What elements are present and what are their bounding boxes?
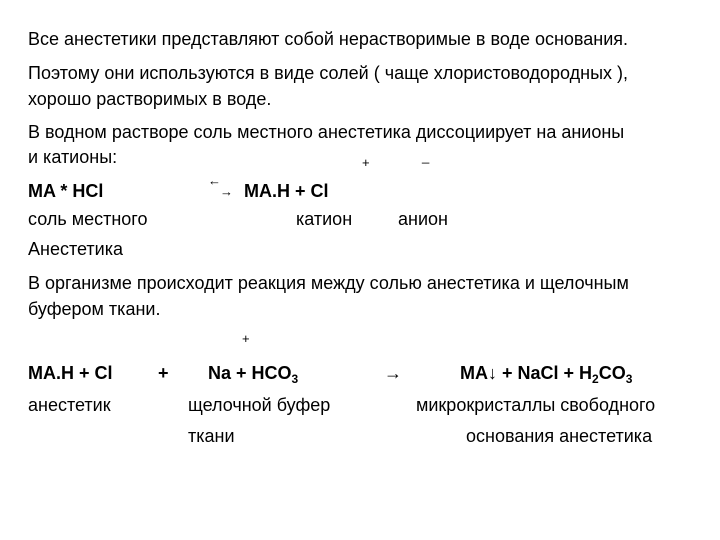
anion-charge-minus: _ (422, 149, 430, 164)
reaction-arrow: → (384, 363, 402, 383)
label-buffer: щелочной буфер (188, 395, 331, 415)
sodium-charge-plus: + (242, 331, 250, 346)
label-salt-2: Анестетика (28, 239, 123, 259)
paragraph1-line1: Все анестетики представляют собой нерастворимые в воде основания. (28, 29, 629, 49)
label-cation: катион (296, 209, 353, 229)
reaction-reactant2: $Na + HCO_3$ (208, 363, 299, 386)
dissociation-left: MA * HCl (28, 181, 104, 201)
reaction-plus: + (158, 363, 169, 383)
paragraph1-line2: Поэтому они используются в виде солей ( чаще хлористоводородных ), (28, 63, 629, 83)
label-salt: соль местного (28, 209, 148, 229)
label-microcrystals: микрокристаллы свободного (416, 395, 656, 415)
cation-charge-plus: + (362, 155, 370, 170)
precipitate-down-arrow: ↓ (488, 363, 497, 383)
dissociation-right: MA.H + Cl (244, 181, 329, 201)
label-base: основания анестетика (466, 426, 653, 446)
label-anion: анион (398, 209, 448, 229)
paragraph2-line1: В водном растворе соль местного анестетика диссоциирует на анионы (28, 122, 625, 142)
paragraph3-line2: буфером ткани. (28, 299, 161, 319)
label-anesthetic: анестетик (28, 395, 111, 415)
equilibrium-arrow-right: → (220, 184, 233, 199)
paragraph3-line1: В организме происходит реакция между солью анестетика и щелочным (28, 273, 629, 293)
reaction-products: MA↓ + NaCl + $H_2CO_3$ (460, 363, 633, 386)
label-tissue: ткани (188, 426, 235, 446)
paragraph2-line2: и катионы: (28, 147, 118, 167)
reaction-reactant1: MA.H + Cl (28, 363, 113, 383)
paragraph1-line3: хорошо растворимых в воде. (28, 89, 272, 109)
equilibrium-arrow-left: ← (208, 173, 221, 188)
